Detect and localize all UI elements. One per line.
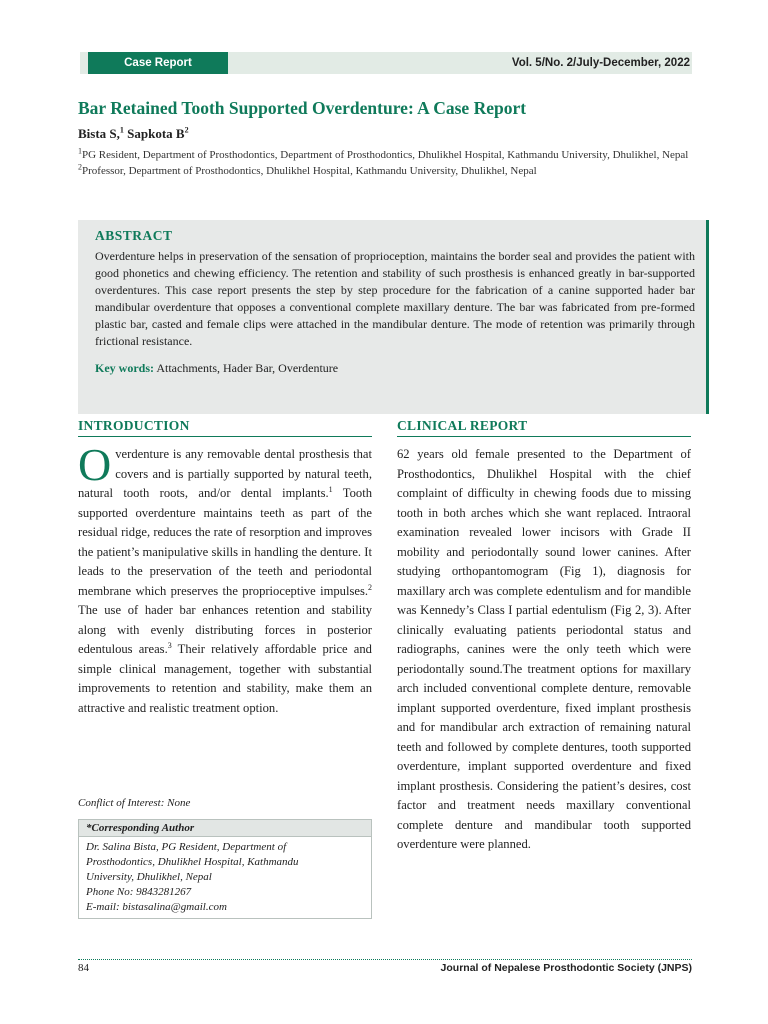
clinical-report-text: 62 years old female presented to the Department of Prosthodontics, Dhulikhel Hospital with the chief complaint of difficulty in chewing foods due to missing tooth in both arches which she want replaced. Intraoral examination revealed lower incisors with Grade II mobility and periodontally sound lower canines. After studying orthopantomogram (Fig 1), diagnosis for maxillary arch was complete edentulism and for mandible was Kennedy’s Class I partial edentulism (Fig 2, 3). After clinically evaluating patients periodontal status and radiographs, canines were the only teeth which were periodontally sound.The treatment options for maxillary arch included conventional complete denture, removable implant supported overdenture, fixed implant prosthesis and for mandibular arch extraction of remaining natural teeth and followed by complete dentures, tooth supported overdenture, implant supported overdenture and fixed implant prosthesis. Considering the patient’s desires, cost factor and treatment needs maxillary conventional complete denture and mandibular tooth supported overdenture were planned. bbox=[397, 447, 691, 851]
corresponding-line: Dr. Salina Bista, PG Resident, Department of bbox=[86, 841, 287, 853]
affiliations bbox=[78, 147, 692, 179]
reference-3: 3 bbox=[167, 640, 172, 650]
introduction-text: Overdenture is any removable dental prosthesis that covers and is partially supported by natural teeth, natural tooth roots, and/or dental implants.$^1$ Tooth supported overdenture maintains teeth as part of the residual ridge, reduces the rate of resorption and improves the patient’s manipulative skills in handling the denture. It leads to the preservation of the teeth and periodontal membrane which preserves the proprioceptive impulses.$^2$ The use of hader bar enhances retention and stability along with evenly distributing forces in posterior edentulous areas.$^3$ Their relatively affordable price and simple clinical management, together with substantial improvements to retention and stability, make them an attractive and realistic treatment option. bbox=[78, 439, 373, 715]
introduction-heading: INTRODUCTION bbox=[78, 418, 372, 437]
corresponding-email: E-mail: bistasalina@gmail.com bbox=[86, 901, 227, 913]
reference-2: 2 bbox=[368, 582, 372, 592]
corresponding-line: Prosthodontics, Dhulikhel Hospital, Kathmandu bbox=[86, 856, 299, 868]
drop-cap: O bbox=[78, 439, 112, 490]
journal-name: Journal of Nepalese Prosthodontic Society (JNPS) bbox=[440, 962, 692, 974]
keywords-list: Attachments, Hader Bar, Overdenture bbox=[156, 361, 339, 375]
corresponding-author-details bbox=[79, 837, 371, 918]
abstract-text: Overdenture helps in preservation of the sensation of proprioception, maintains the border seal and provides the patient with good phonetics and chewing efficiency. The retention and stability of such prosthesis is enhanced greatly in bar-supported overdentures. This case report presents the step by step procedure for the fabrication of a canine supported hader bar mandibular overdenture that opposes a conventional complete maxillary denture. The bar was fabricated from pre-formed plastic bar, casted and female clips were attached in the mandibular denture. The mode of retention was primarily through frictional resistance. bbox=[95, 249, 695, 348]
author-list bbox=[78, 126, 189, 142]
abstract-box bbox=[78, 220, 709, 414]
abstract-heading: ABSTRACT bbox=[95, 228, 173, 243]
author-2: Sapkota B bbox=[123, 126, 185, 141]
section-label: Case Report bbox=[88, 52, 228, 74]
keywords bbox=[95, 361, 695, 376]
reference-1: 1 bbox=[328, 484, 333, 494]
volume-info: Vol. 5/No. 2/July-December, 2022 bbox=[511, 57, 690, 69]
conflict-of-interest: Conflict of Interest: None bbox=[78, 797, 191, 809]
corresponding-author-box bbox=[78, 819, 372, 919]
author-2-affil-marker: 2 bbox=[184, 125, 189, 135]
page-number: 84 bbox=[78, 962, 89, 974]
right-column bbox=[397, 418, 691, 855]
article-title: Bar Retained Tooth Supported Overdenture: A Case Report bbox=[78, 98, 527, 118]
footer-rule bbox=[78, 959, 692, 960]
corresponding-phone: Phone No: 9843281267 bbox=[86, 886, 192, 898]
corresponding-line: University, Dhulikhel, Nepal bbox=[86, 871, 212, 883]
author-1: Bista S, bbox=[78, 126, 120, 141]
corresponding-author-heading: *Corresponding Author bbox=[79, 820, 371, 837]
affiliation-1: $^1$PG Resident, Department of Prosthodontics, Department of Prosthodontics, Dhulikhel Hospital, Kathmandu University, Dhulikhel, Nepal bbox=[78, 146, 689, 161]
left-column bbox=[78, 418, 372, 718]
author-1-affil-marker: 1 bbox=[119, 125, 124, 135]
affiliation-2: $^2$Professor, Department of Prosthodontics, Dhulikhel Hospital, Kathmandu University, Dhulikhel, Nepal bbox=[78, 162, 537, 177]
clinical-report-heading: CLINICAL REPORT bbox=[397, 418, 691, 437]
keywords-label: Key words: bbox=[95, 361, 154, 375]
